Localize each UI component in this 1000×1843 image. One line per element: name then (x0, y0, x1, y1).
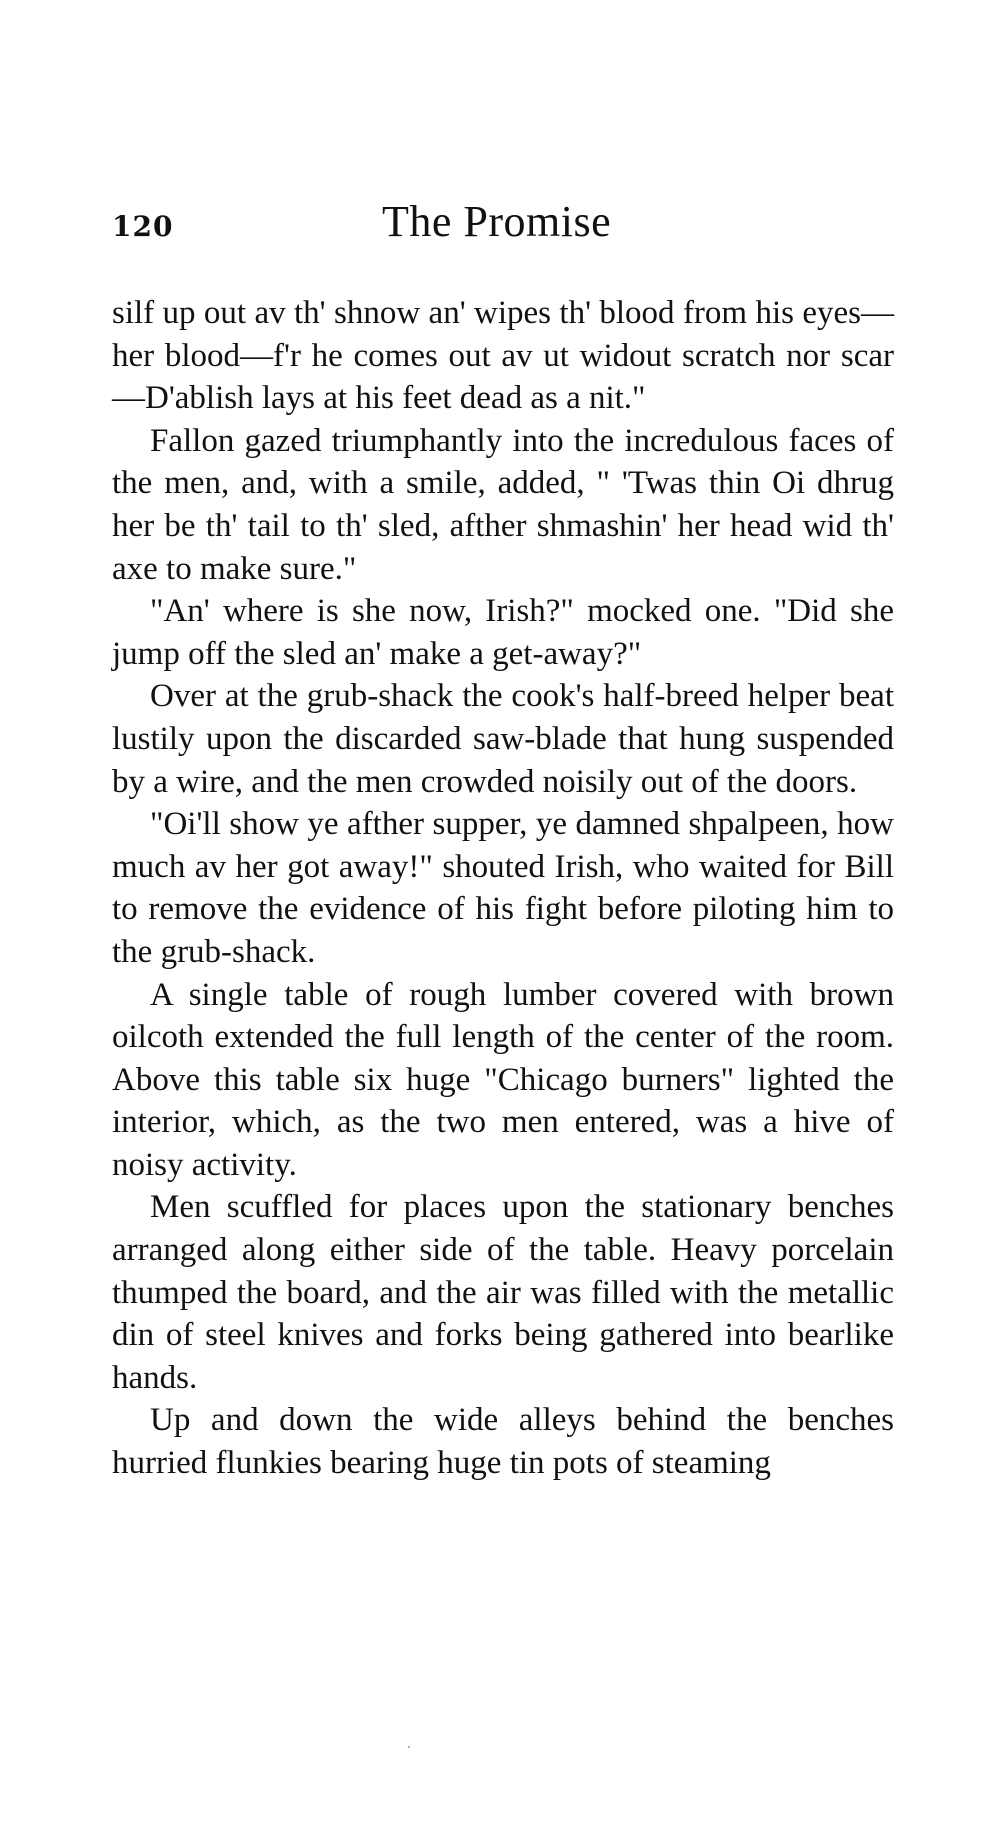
page-number: 120 (112, 210, 174, 243)
paragraph: Up and down the wide alleys behind the benches hurried flunkies bearing huge tin pots of steaming (112, 1402, 894, 1482)
running-head (112, 196, 892, 252)
paragraph: Fallon gazed triumphantly into the incredulous faces of the men, and, with a smile, added, " 'Twas thin Oi dhrug her be th' tail to th' sled, afther shmashin' her head wid th' axe to make sure." (112, 422, 894, 587)
paragraph: Over at the grub-shack the cook's half-breed helper beat lustily upon the discarded saw-blade that hung suspended by a wire, and the men crowded noisily out of the doors. (112, 678, 894, 800)
paragraph: A single table of rough lumber covered with brown oilcoth extended the full length of the center of the room. Above this table six huge "Chicago burners" lighted the interior, which, as the two men entered, was a hive of noisy activity. (112, 976, 894, 1183)
print-speck (408, 1746, 410, 1748)
body-text (112, 292, 894, 1485)
paragraph: "An' where is she now, Irish?" mocked one. "Did she jump off the sled an' make a get-away?" (112, 593, 894, 672)
paragraph: Men scuffled for places upon the stationary benches arranged along either side of the table. Heavy porcelain thumped the board, and the air was filled with the metallic din of steel knives and forks being gathered into bearlike hands. (112, 1189, 894, 1396)
page-title: The Promise (382, 197, 612, 246)
paragraph: silf up out av th' shnow an' wipes th' blood from his eyes—her blood—f'r he comes out av ut widout scratch nor scar—D'ablish lays at his feet dead as a nit." (112, 295, 894, 417)
paragraph: "Oi'll show ye afther supper, ye damned shpalpeen, how much av her got away!" shouted Irish, who waited for Bill to remove the evidence of his fight before piloting him to the grub-shack. (112, 806, 894, 970)
